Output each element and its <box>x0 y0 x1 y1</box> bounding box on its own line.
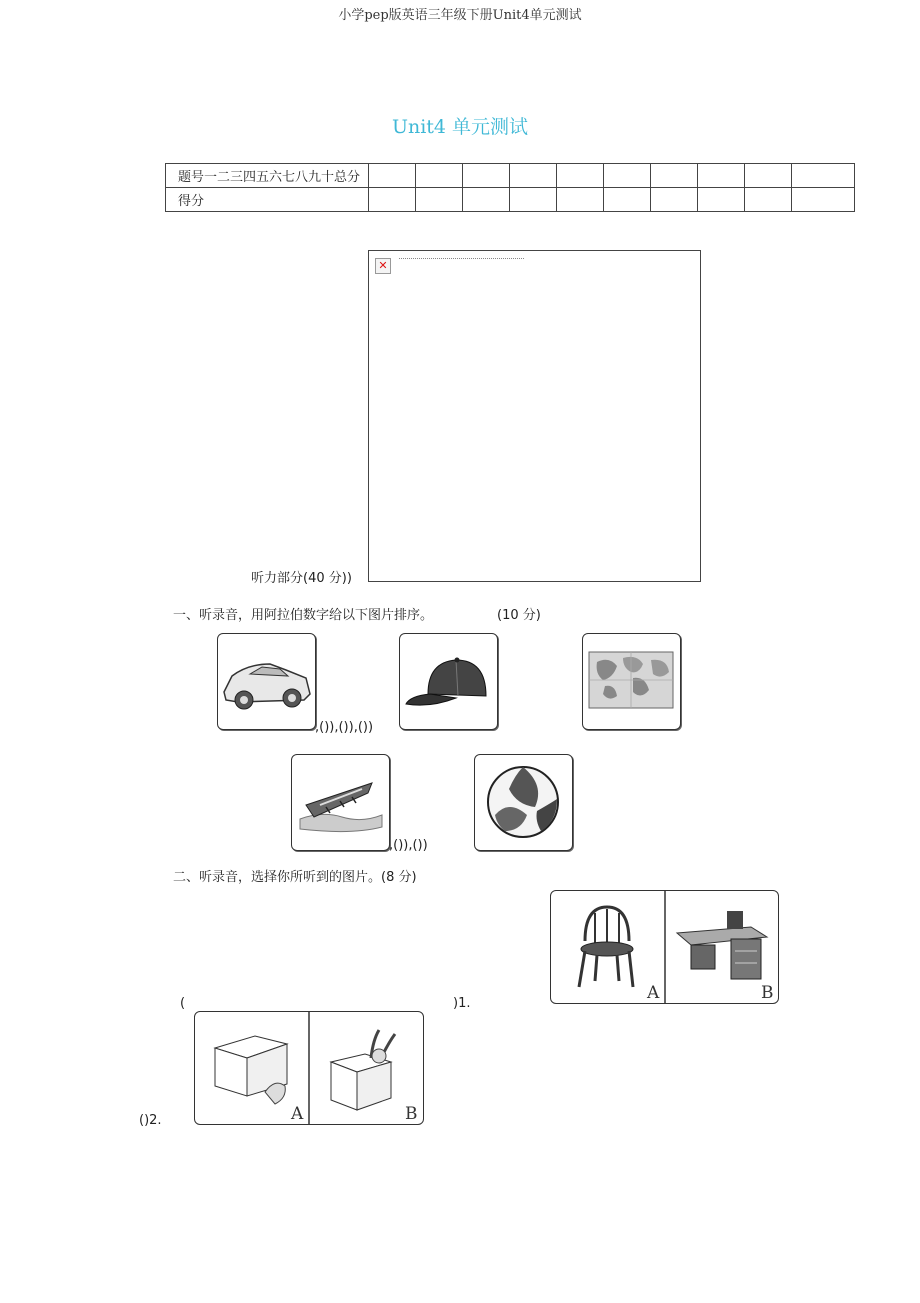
map-picture <box>582 633 681 730</box>
table-cell <box>651 164 698 188</box>
table-cell <box>416 188 463 212</box>
page-header: 小学pep版英语三年级下册Unit4单元测试 <box>338 8 582 23</box>
table-cell <box>510 188 557 212</box>
car-picture <box>217 633 316 730</box>
boat-picture <box>291 754 390 851</box>
car-icon <box>218 634 315 729</box>
q1-label: )1. <box>453 996 471 1011</box>
q2-options <box>194 1011 424 1125</box>
table-cell <box>792 164 855 188</box>
section1-row1-answer: ,()),()),()) <box>315 720 374 735</box>
table-cell <box>369 188 416 212</box>
table-cell <box>557 164 604 188</box>
table-cell <box>463 188 510 212</box>
option-a-label: A <box>291 1104 304 1124</box>
table-cell <box>510 164 557 188</box>
q2-label: ()2. <box>139 1113 162 1128</box>
broken-image-icon: ✕ <box>375 258 391 274</box>
table-cell <box>416 164 463 188</box>
page-title: Unit4 单元测试 <box>391 116 529 138</box>
table-cell <box>698 188 745 212</box>
section1-heading: 一、听录音，用阿拉伯数字给以下图片排序。 <box>173 608 434 623</box>
listening-label: 听力部分(40 分)) <box>251 571 352 586</box>
cap-picture <box>399 633 498 730</box>
option-b-label: B <box>405 1104 418 1124</box>
q1-open-paren: ( <box>180 996 186 1011</box>
section2-heading: 二、听录音，选择你所听到的图片。(8 分) <box>173 870 417 885</box>
option-b-label: B <box>761 983 774 1003</box>
ball-picture <box>474 754 573 851</box>
table-cell-label: 得分 <box>166 188 369 212</box>
table-row <box>166 164 855 188</box>
section1-row2-answer: ,()),()) <box>389 838 428 853</box>
boat-icon <box>292 755 389 850</box>
box-and-rabbit-icon <box>195 1012 423 1124</box>
table-cell <box>698 164 745 188</box>
table-cell <box>463 164 510 188</box>
table-cell <box>792 188 855 212</box>
section1-points: (10 分) <box>497 608 541 623</box>
table-cell <box>745 164 792 188</box>
map-icon <box>583 634 680 729</box>
chair-and-desk-icon <box>551 891 778 1003</box>
table-cell <box>651 188 698 212</box>
image-frame <box>368 250 701 582</box>
option-a-label: A <box>647 983 660 1003</box>
table-cell <box>369 164 416 188</box>
q1-options <box>550 890 779 1004</box>
table-cell <box>745 188 792 212</box>
table-cell <box>557 188 604 212</box>
table-cell-label: 题号一二三四五六七八九十总分 <box>166 164 369 188</box>
ball-icon <box>475 755 572 850</box>
score-table <box>165 163 855 212</box>
table-cell <box>604 188 651 212</box>
table-row <box>166 188 855 212</box>
cap-icon <box>400 634 497 729</box>
tiny-caption <box>399 258 524 261</box>
table-cell <box>604 164 651 188</box>
